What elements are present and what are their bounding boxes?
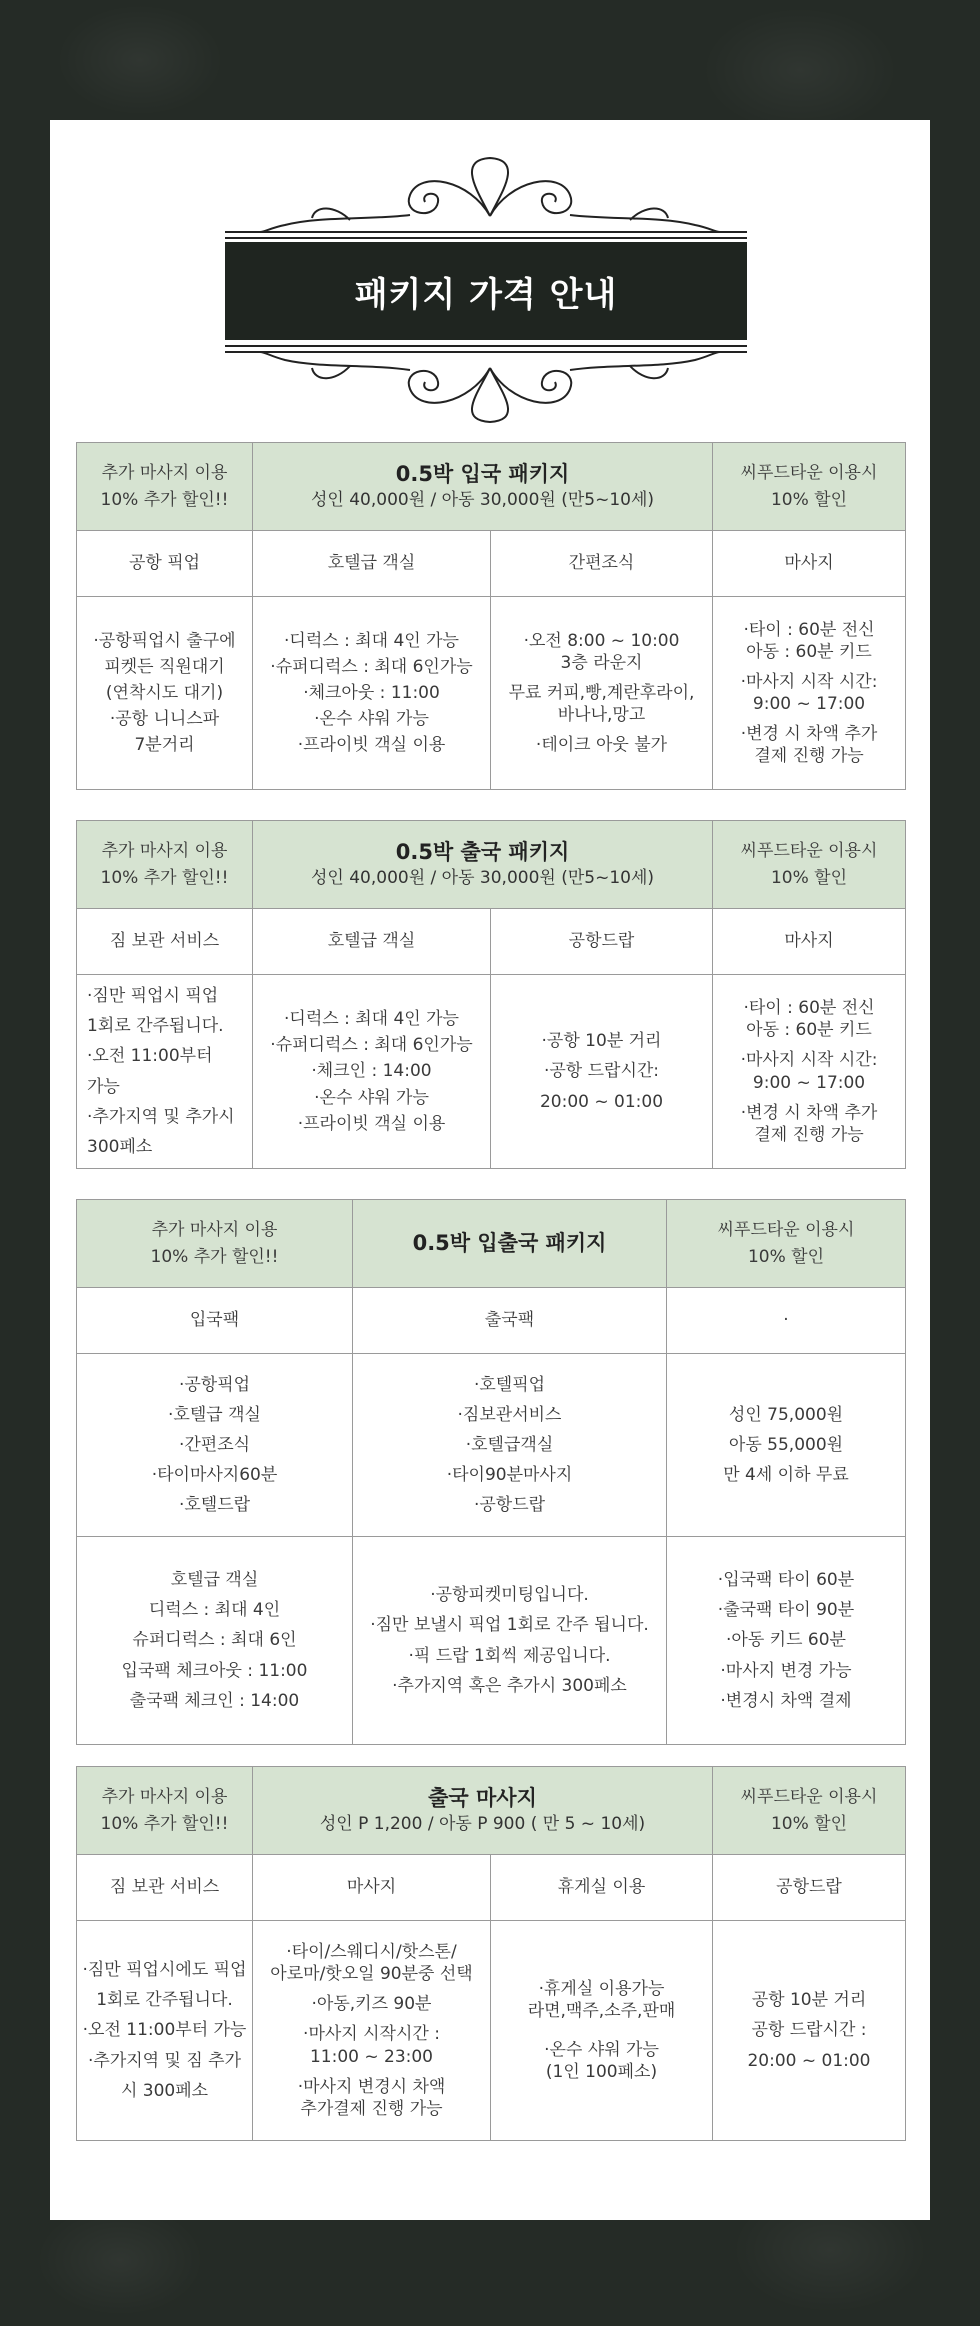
- package-name: 0.5박 입국 패키지: [395, 461, 570, 486]
- seafood-town-discount: 씨푸드타운 이용시 10% 할인: [713, 1767, 906, 1855]
- package-price: 성인 40,000원 / 아동 30,000원 (만5~10세): [310, 490, 655, 511]
- column-label: 호텔급 객실: [253, 531, 491, 597]
- page-title: 패키지 가격 안내: [225, 242, 747, 340]
- price-guide-page: [50, 120, 930, 2220]
- detail-cell-hotel-room: ·디럭스 : 최대 4인 가능 ·슈퍼디럭스 : 최대 6인가능 ·체크아웃 : 11:00 ·온수 샤워 가능 ·프라이빗 객실 이용: [253, 597, 491, 790]
- seafood-town-discount: 씨푸드타운 이용시 10% 할인: [713, 821, 906, 909]
- arrival-pack-contents: ·공항픽업 ·호텔급 객실 ·간편조식 ·타이마사지60분 ·호텔드랍: [77, 1354, 353, 1537]
- seafood-town-discount: 씨푸드타운 이용시 10% 할인: [713, 443, 906, 531]
- extra-massage-discount: 추가 마사지 이용 10% 추가 할인!!: [77, 821, 253, 909]
- column-label: 마사지: [713, 531, 906, 597]
- extra-massage-discount: 추가 마사지 이용 10% 추가 할인!!: [77, 1200, 353, 1288]
- seafood-town-discount: 씨푸드타운 이용시 10% 할인: [667, 1200, 906, 1288]
- detail-cell-luggage-service: ·짐만 픽업시 픽업 1회로 간주됩니다. ·오전 11:00부터 가능 ·추가지역 및 추가시 300페소: [77, 975, 253, 1169]
- round-trip-notes: ·공항피켓미팅입니다. ·짐만 보낼시 픽업 1회로 간주 됩니다. ·픽 드랍 1회씩 제공입니다. ·추가지역 혹은 추가시 300페소: [353, 1537, 667, 1745]
- detail-cell-luggage-service: ·짐만 픽업시에도 픽업 1회로 간주됩니다. ·오전 11:00부터 가능 ·추가지역 및 짐 추가 시 300페소: [77, 1921, 253, 2141]
- package-price: 성인 40,000원 / 아동 30,000원 (만5~10세): [310, 868, 655, 889]
- column-label: 출국팩: [353, 1288, 667, 1354]
- detail-cell-airport-pickup: ·공항픽업시 출구에 피켓든 직원대기 (연착시도 대기) ·공항 니니스파 7분거리: [77, 597, 253, 790]
- package-title-cell: [253, 443, 713, 531]
- column-label: 마사지: [253, 1855, 491, 1921]
- package-table-arrival: [76, 442, 906, 790]
- column-label: 휴게실 이용: [491, 1855, 713, 1921]
- column-label: 마사지: [713, 909, 906, 975]
- detail-cell-breakfast: ·오전 8:00 ~ 10:00 3층 라운지 무료 커피,빵,계란후라이, 바나나,망고 ·테이크 아웃 불가: [491, 597, 713, 790]
- package-name: 0.5박 입출국 패키지: [412, 1230, 607, 1255]
- extra-massage-discount: 추가 마사지 이용 10% 추가 할인!!: [77, 1767, 253, 1855]
- column-label: ·: [667, 1288, 906, 1354]
- extra-massage-discount: 추가 마사지 이용 10% 추가 할인!!: [77, 443, 253, 531]
- package-name: 0.5박 출국 패키지: [395, 839, 570, 864]
- package-price: 성인 P 1,200 / 아동 P 900 ( 만 5 ~ 10세): [319, 1814, 646, 1835]
- departure-pack-contents: ·호텔픽업 ·짐보관서비스 ·호텔급객실 ·타이90분마사지 ·공항드랍: [353, 1354, 667, 1537]
- column-label: 호텔급 객실: [253, 909, 491, 975]
- package-title-cell: [253, 821, 713, 909]
- column-label: 공항드랍: [713, 1855, 906, 1921]
- package-table-round-trip: [76, 1199, 906, 1745]
- package-title-cell: [353, 1200, 667, 1288]
- column-label: 입국팩: [77, 1288, 353, 1354]
- package-table-departure: [76, 820, 906, 1169]
- detail-cell-massage: ·타이 : 60분 전신 아동 : 60분 키드 ·마사지 시작 시간: 9:00 ~ 17:00 ·변경 시 차액 추가 결제 진행 가능: [713, 597, 906, 790]
- column-label: 공항드랍: [491, 909, 713, 975]
- detail-cell-lounge: ·휴게실 이용가능 라면,맥주,소주,판매 ·온수 샤워 가능 (1인 100페소): [491, 1921, 713, 2141]
- package-title-cell: [253, 1767, 713, 1855]
- detail-cell-airport-drop: 공항 10분 거리 공항 드랍시간 : 20:00 ~ 01:00: [713, 1921, 906, 2141]
- round-trip-massage-info: ·입국팩 타이 60분 ·출국팩 타이 90분 ·아동 키드 60분 ·마사지 변경 가능 ·변경시 차액 결제: [667, 1537, 906, 1745]
- column-label: 공항 픽업: [77, 531, 253, 597]
- column-label: 짐 보관 서비스: [77, 909, 253, 975]
- column-label: 간편조식: [491, 531, 713, 597]
- column-label: 짐 보관 서비스: [77, 1855, 253, 1921]
- detail-cell-massage: ·타이 : 60분 전신 아동 : 60분 키드 ·마사지 시작 시간: 9:00 ~ 17:00 ·변경 시 차액 추가 결제 진행 가능: [713, 975, 906, 1169]
- detail-cell-hotel-room: ·디럭스 : 최대 4인 가능 ·슈퍼디럭스 : 최대 6인가능 ·체크인 : 14:00 ·온수 샤워 가능 ·프라이빗 객실 이용: [253, 975, 491, 1169]
- round-trip-room-info: 호텔급 객실 디럭스 : 최대 4인 슈퍼디럭스 : 최대 6인 입국팩 체크아웃 : 11:00 출국팩 체크인 : 14:00: [77, 1537, 353, 1745]
- detail-cell-airport-drop: ·공항 10분 거리 ·공항 드랍시간: 20:00 ~ 01:00: [491, 975, 713, 1169]
- detail-cell-massage-options: ·타이/스웨디시/핫스톤/ 아로마/핫오일 90분중 선택 ·아동,키즈 90분 ·마사지 시작시간 : 11:00 ~ 23:00 ·마사지 변경시 차액 추가결제 진행 가능: [253, 1921, 491, 2141]
- round-trip-price: 성인 75,000원 아동 55,000원 만 4세 이하 무료: [667, 1354, 906, 1537]
- package-table-departure-massage: [76, 1766, 906, 2141]
- package-name: 출국 마사지: [428, 1785, 537, 1810]
